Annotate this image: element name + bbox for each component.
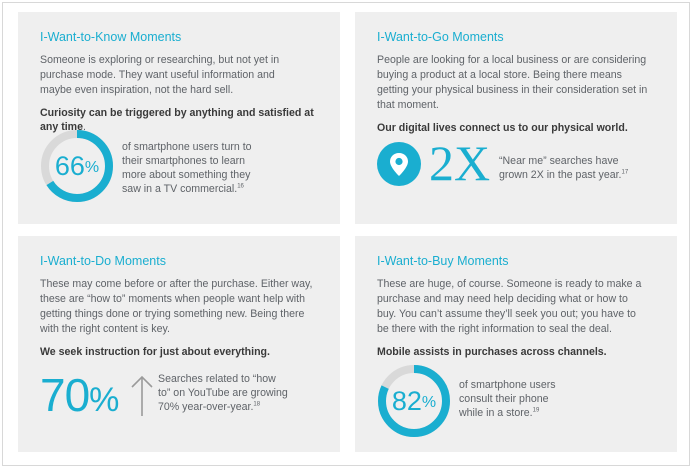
card-description: These are huge, of course. Someone is ready to make a purchase and may need help deciding what or how to buy. You can’t assume they’ll seek you out; you have to be there with the right information to seal the deal. [377, 278, 642, 335]
stat-description: Searches related to “how to” on YouTube are growing 70% year-over-year.$^{18}$ [158, 373, 288, 413]
stat-description: of smartphone users turn to their smartphones to learn more about something they saw in a TV commercial.$^{16}$ [122, 141, 252, 195]
arrow-up-icon [130, 374, 154, 418]
card-description: Someone is exploring or researching, but not yet in purchase mode. They want useful information and maybe even inspiration, not the hard sell. [40, 54, 280, 96]
card-lead: We seek instruction for just about everything. [40, 346, 270, 358]
card-title: I-Want-to-Know Moments [40, 30, 182, 44]
card-description: People are looking for a local business or are considering buying a product at a local store. Being there means getting your physical business in their consideration set in that moment. [377, 54, 648, 111]
card-description: These may come before or after the purchase. Either way, these are “how to” moments when people want help with getting things done or trying something new. Being there with the right content is key. [40, 278, 313, 335]
donut-percent: 66 % [54, 150, 100, 181]
stat-description: “Near me” searches have grown 2X in the past year.$^{17}$ [499, 155, 629, 181]
card-want-to-do [18, 236, 340, 452]
card-title: I-Want-to-Go Moments [377, 30, 504, 44]
card-title: I-Want-to-Do Moments [40, 254, 166, 268]
donut-chart-66 [40, 129, 114, 203]
location-pin-badge [377, 142, 421, 186]
donut-percent: 82 % [391, 385, 437, 416]
card-title: I-Want-to-Buy Moments [377, 254, 509, 268]
card-lead: Curiosity can be triggered by anything and satisfied at any time. [40, 107, 314, 133]
location-pin-icon [377, 142, 421, 186]
card-want-to-know [18, 12, 340, 224]
stat-description: of smartphone users consult their phone while in a store.$^{19}$ [459, 379, 556, 419]
big-stat-2x: 2X [429, 135, 491, 191]
donut-chart-82 [377, 364, 451, 438]
card-want-to-go [355, 12, 677, 224]
card-lead: Our digital lives connect us to our physical world. [377, 122, 628, 134]
card-want-to-buy [355, 236, 677, 452]
card-lead: Mobile assists in purchases across channels. [377, 346, 607, 358]
big-stat-70-percent: 70% [40, 369, 119, 421]
